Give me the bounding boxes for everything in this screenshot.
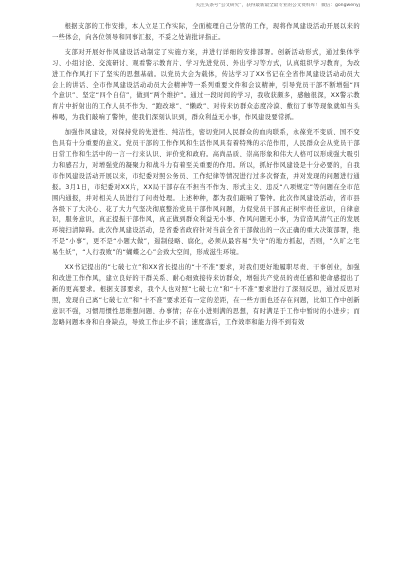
paragraph-importance: 加强作风建设，对保持党的先进性、纯洁性，密切党同人民群众的血肉联系，永葆党不变质、国不变色具有十分重要的意义。党员干部的工作作风和生活作风具有着特殊的示范作用，人民群众会从党员干部日常工作和生活中的一言一行来认识、评价党和政府。高尚品质、崇高形象和伟大人格可以形成强大吸引力和感召力，对增强党的凝聚力和战斗力有着至关重要的作用。所以，抓好作风建设是十分必要的，自我市作风建设活动开展以来，市纪委对照公务员、工作纪律等情况进行过多次督查，并对发现的问题进行通报。3月1日，市纪委对XX片，XX局干部存在不担当不作为、形式主义、违反“八项规定”等问题在全市范围内通报，并对相关人员进行了问责处理。上述种种，都为我们敲响了警钟。此次作风建设活动，省市县各级下了大决心、花了大力气坚决彻底整治党员干部作风问题，力促党员干部真正树牢责任意识，自律意识，服务意识，真正提振干部作风，真正做到群众利益无小事、作风问题无小事，为营造风清气正的发展环境扫清障碍。此次作风建设活动，是省委省政府针对当前全省干部做出的一次正确的重大决策部署，绝不是“小事”，更不是“小题大做”，遏制侵略、腐化，必须从最容易“失守”的地方抓起，否则，“久旷之宅易生妖”，“人行我败”的“蝴蝶之心”会致大空间，形成滋生环境。	[52, 129, 360, 257]
paragraph-reflection: XX书记提出的“七破七立”和XX省长提出的“十不准”要求，对我们更好地履职尽责、干事创业，加强和改进工作作风，建立良好的干群关系、耐心细致接待来访群众，增强共产党员的责任感和使命感提出了新的更高要求。根据支部要求，我个人也对照“七破七立”和“十不准”要求进行了深刻反思，通过反思对照，发现自己离“七破七立”和“十不准”要求还有一定的差距，在一些方面也还存在问题，比如工作中创新意识不强，习惯用惯性思维想问题、办事情；存在小进则满的思想，有时满足于工作中暂时的小进步；而忽略问题本身和自身缺点，导致工作止步不前；速度落后，工作效率和能力得不到有效	[52, 264, 360, 326]
paragraph-intro: 根据支部的工作安排，本人立足工作实际，全面梳理自己分管的工作，现将作风建设活动开展以来的一些体会，向各位领导和同事汇报，不妥之处请批评指正。	[52, 23, 360, 41]
paragraph-study: 支部对开展好作风建设活动制定了实施方案，并进行详细的安排部署。创新活动形式，通过集体学习、小组讨论、交流研讨、观看警示教育片、学习先进党员、外出学习等方式，认真组织学习教育，为改进工作作风打下了坚实的思想基础。以党员大会为载体，传达学习了XX书记在全省作风建设活动动员大会上的讲话、全市作风建设活动动员大会精神等一系列重要文件和会议精神，引导党员干部不断增强“四个意识”、坚定“四个自信”，做到“两个维护”。通过一段时间的学习，我收获颇多，感触很深，XX警示教育片中折射出的工作人员不作为、“跑改球”、“懒政”、对待来访群众态度冷漠、敷衍了事等现象就如当头棒喝，为我们敲响了警钟，使我们深刻认识到，群众利益无小事，作风建设要常抓。	[52, 48, 360, 122]
header-note: 关注头条号“公文研究”，获得最新最全最专业的公文资料库！ 微信：gongwenyj	[195, 3, 360, 8]
